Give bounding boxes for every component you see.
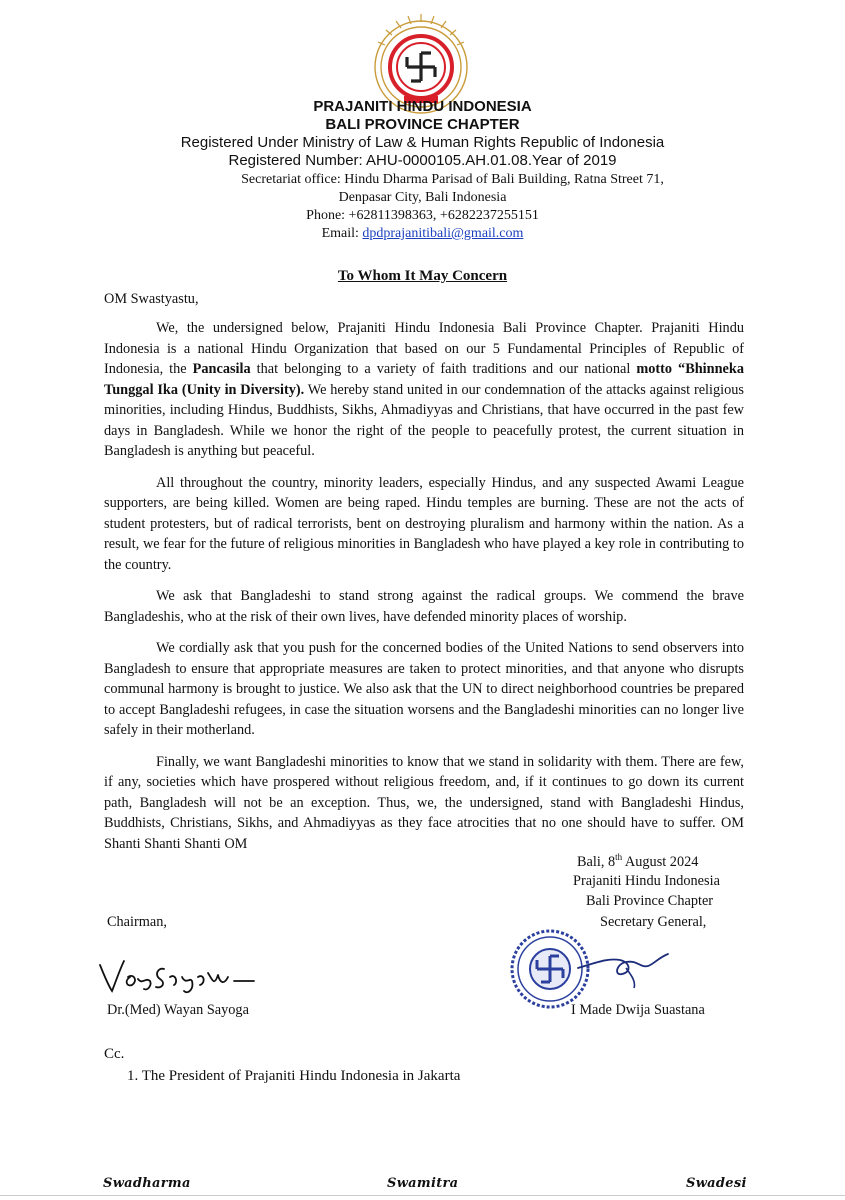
greeting: OM Swastyastu, xyxy=(104,291,199,307)
paragraph-4: We cordially ask that you push for the concerned bodies of the United Nations to send observers into Bangladesh to ensure that appropriate measures are taken to protect minorities, and that anyone who disrupts communal harmony is brought to justice. We also ask that the UN to direct neighborhood countries be prepared to accept Bangladeshi refugees, in case the situation worsens and the Bangladeshi minorities can no longer live safely in their motherland. xyxy=(104,640,744,738)
org-name: PRAJANITI HINDU INDONESIA xyxy=(313,98,532,115)
official-stamp-icon xyxy=(508,928,678,1010)
org-signature-line1: Prajaniti Hindu Indonesia xyxy=(573,873,720,889)
secretariat-line1: Secretariat office: Hindu Dharma Parisad of Bali Building, Ratna Street 71, xyxy=(241,172,664,187)
letter-title: To Whom It May Concern xyxy=(337,268,508,284)
letter-body xyxy=(104,318,744,865)
email-link[interactable]: dpdprajanitibali@gmail.com xyxy=(362,226,524,241)
secretary-name: I Made Dwija Suastana xyxy=(571,1002,705,1018)
paragraph-3: We ask that Bangladeshi to stand strong against the radical groups. We commend the brave Bangladeshis, who at the risk of their own lives, have defended minority places of worship. xyxy=(104,588,744,625)
registered-under: Registered Under Ministry of Law & Human Rights Republic of Indonesia xyxy=(180,134,665,151)
email-label: Email: xyxy=(321,226,363,241)
chairman-signature-icon xyxy=(94,955,264,997)
paragraph-1: We, the undersigned below, Prajaniti Hindu Indonesia Bali Province Chapter. Prajaniti Hindu Indonesia is a national Hindu Organization that based on our 5 Fundamental Principles of Republic of Indonesia, the Pancasila that belonging to a variety of faith traditions and our national motto “Bhinneka Tunggal Ika (Unity in Diversity). We hereby stand united in our condemnation of the attacks against religious minorities, including Hindus, Buddhists, Sikhs, Ahmadiyyas and Christians, that have occurred in the past few days in Bangladesh. While we honor the right of the people to peacefully protest, the current situation in Bangladesh is anything but peaceful. xyxy=(104,320,744,459)
paragraph-5: Finally, we want Bangladeshi minorities to know that we stand in solidarity with them. There are few, if any, societies which have prospered without religious freedom, and, if it continues to go down its current path, Bangladesh will not be an exception. Thus, we, the undersigned, stand with Bangladeshi Hindus, Buddhists, Christians, Sikhs, and Ahmadiyyas as they face atrocities that no one should have to suffer. OM Shanti Shanti Shanti OM xyxy=(104,753,744,852)
paragraph-2: All throughout the country, minority leaders, especially Hindus, and any suspected Awami League supporters, are being killed. Women are being raped. Hindu temples are burning. These are not the acts of student protesters, but of radical terrorists, bent on destroying pluralism and harmony within the nation. As a result, we fear for the future of religious minorities in Bangladesh who have played a key role in contributing to the country. xyxy=(104,474,744,573)
footer-swadharma: Swadharma xyxy=(103,1176,191,1191)
secretariat-line2: Denpasar City, Bali Indonesia xyxy=(338,190,507,205)
email-line xyxy=(0,225,845,243)
chairman-title: Chairman, xyxy=(107,914,167,930)
chairman-name: Dr.(Med) Wayan Sayoga xyxy=(107,1002,249,1018)
footer-swadesi: Swadesi xyxy=(686,1176,747,1191)
cc-item: 1. The President of Prajaniti Hindu Indonesia in Jakarta xyxy=(127,1068,461,1084)
phone-line: Phone: +62811398363, +6282237255151 xyxy=(306,208,539,223)
chapter-name: BALI PROVINCE CHAPTER xyxy=(325,116,520,133)
cc-label: Cc. xyxy=(104,1046,125,1062)
place-date: Bali, 8th August 2024 xyxy=(577,852,699,870)
footer-divider xyxy=(0,1195,845,1196)
org-signature-line2: Bali Province Chapter xyxy=(586,893,714,909)
secretary-title: Secretary General, xyxy=(600,914,707,930)
registered-number: Registered Number: AHU-0000105.AH.01.08.Year of 2019 xyxy=(228,152,617,169)
footer-swamitra: Swamitra xyxy=(387,1176,459,1191)
